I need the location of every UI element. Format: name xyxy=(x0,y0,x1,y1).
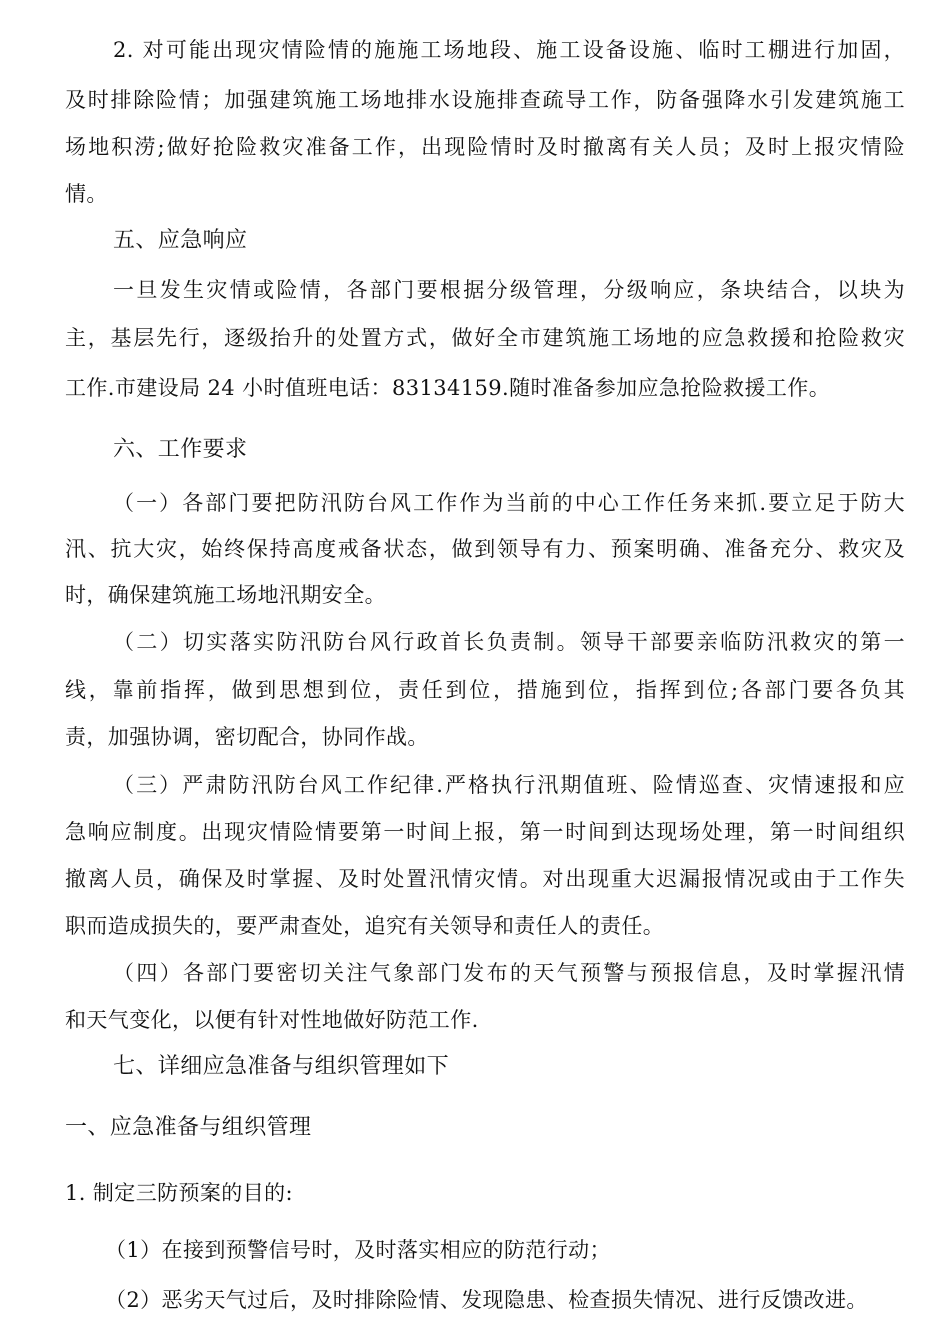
paragraph-line: 及时排除险情；加强建筑施工场地排水设施排查疏导工作，防备强降水引发建筑施工 xyxy=(65,88,905,112)
paragraph-line: 急响应制度。出现灾情险情要第一时间上报，第一时间到达现场处理，第一时间组织 xyxy=(65,820,905,844)
section-heading: 一、应急准备与组织管理 xyxy=(65,1115,312,1140)
paragraph-line: 撤离人员，确保及时掌握、及时处置汛情灾情。对出现重大迟漏报情况或由于工作失 xyxy=(65,867,905,891)
paragraph-line: 线，靠前指挥，做到思想到位，责任到位，措施到位，指挥到位;各部门要各负其 xyxy=(65,678,905,702)
paragraph-line: 责，加强协调，密切配合，协同作战。 xyxy=(65,725,429,749)
paragraph-line: 主，基层先行，逐级抬升的处置方式，做好全市建筑施工场地的应急救援和抢险救灾 xyxy=(65,326,905,350)
paragraph-line: 汛、抗大灾，始终保持高度戒备状态，做到领导有力、预案明确、准备充分、救灾及 xyxy=(65,537,905,561)
paragraph-line: 一旦发生灾情或险情，各部门要根据分级管理，分级响应，条块结合，以块为 xyxy=(113,278,905,302)
paragraph-line: 职而造成损失的，要严肃查处，追究有关领导和责任人的责任。 xyxy=(65,914,665,938)
paragraph-line: 工作.市建设局 24 小时值班电话：83134159.随时准备参加应急抢险救援工作。 xyxy=(65,376,831,400)
paragraph-line: 场地积涝;做好抢险救灾准备工作，出现险情时及时撤离有关人员；及时上报灾情险 xyxy=(65,135,905,159)
paragraph-line: （三）严肃防汛防台风工作纪律.严格执行汛期值班、险情巡查、灾情速报和应 xyxy=(113,773,905,797)
paragraph-line: 2. 对可能出现灾情险情的施施工场地段、施工设备设施、临时工棚进行加固， xyxy=(113,38,905,62)
paragraph-line: 情。 xyxy=(65,182,108,206)
section-heading: 六、工作要求 xyxy=(113,437,248,462)
list-item: 1. 制定三防预案的目的: xyxy=(65,1181,293,1205)
paragraph-line: （一）各部门要把防汛防台风工作作为当前的中心工作任务来抓.要立足于防大 xyxy=(113,491,905,515)
paragraph-line: （四）各部门要密切关注气象部门发布的天气预警与预报信息，及时掌握汛情 xyxy=(113,961,905,985)
section-heading: 五、应急响应 xyxy=(113,228,248,253)
paragraph-line: （二）切实落实防汛防台风行政首长负责制。领导干部要亲临防汛救灾的第一 xyxy=(113,630,905,654)
list-item: （1）在接到预警信号时，及时落实相应的防范行动； xyxy=(105,1238,611,1262)
list-item: （2）恶劣天气过后，及时排除险情、发现隐患、检查损失情况、进行反馈改进。 xyxy=(105,1288,868,1312)
paragraph-line: 和天气变化，以便有针对性地做好防范工作. xyxy=(65,1008,479,1032)
section-heading: 七、详细应急准备与组织管理如下 xyxy=(113,1054,450,1079)
paragraph-line: 时，确保建筑施工场地汛期安全。 xyxy=(65,583,386,607)
